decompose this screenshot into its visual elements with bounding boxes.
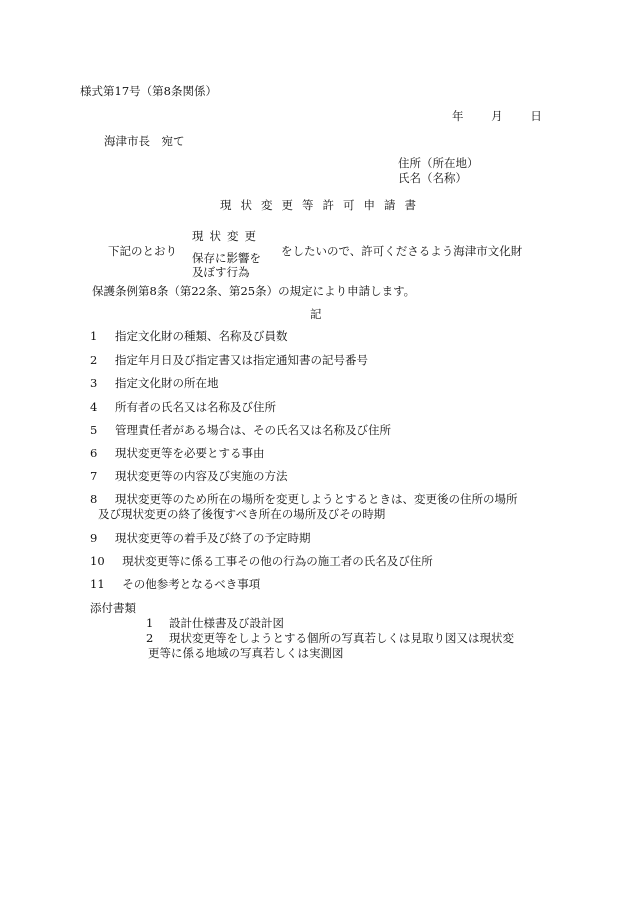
body-choice-affect-line2: 及ぼす行為 [192, 265, 250, 279]
attachments-heading: 添付書類 [90, 601, 136, 615]
item-text: 現状変更等の着手及び終了の予定時期 [114, 531, 311, 545]
date-day: 日 [530, 109, 542, 123]
list-item [90, 491, 517, 507]
item-text: 指定文化財の種類、名称及び員数 [114, 329, 288, 343]
ki-mark: 記 [310, 307, 322, 321]
addressee: 海津市長 宛て [104, 134, 185, 148]
date-year: 年 [452, 109, 464, 123]
item-text-continuation: 及び現状変更の終了後復すべき所在の場所及びその時期 [98, 507, 386, 521]
attachment-item [146, 630, 514, 646]
page-title: 現状変更等許可申請書 [220, 198, 425, 212]
item-number: 1 [90, 329, 98, 343]
item-number: 9 [90, 531, 98, 545]
item-number: 11 [90, 577, 105, 591]
item-text: 現状変更等に係る工事その他の行為の施工者の氏名及び住所 [122, 554, 433, 568]
item-number: 7 [90, 469, 98, 483]
attachment-text-continuation: 更等に係る地域の写真若しくは実測図 [148, 646, 344, 660]
attachment-text: 現状変更等をしようとする個所の写真若しくは見取り図又は現状変 [168, 631, 514, 645]
attachment-number: 1 [146, 616, 154, 630]
body-line2: 保護条例第8条（第22条、第25条）の規定により申請します。 [92, 284, 416, 298]
item-text: 管理責任者がある場合は、その氏名又は名称及び住所 [114, 423, 391, 437]
date-line [452, 108, 542, 124]
item-number: 8 [90, 492, 98, 506]
item-text: 指定文化財の所在地 [114, 376, 219, 390]
item-text: 現状変更等のため所在の場所を変更しようとするときは、変更後の住所の場所 [114, 492, 518, 506]
list-item [90, 352, 368, 368]
applicant-name-label: 氏名（名称） [398, 171, 467, 185]
item-text: 所有者の氏名又は名称及び住所 [114, 400, 276, 414]
list-item [90, 399, 276, 415]
item-number: 4 [90, 400, 98, 414]
item-text: その他参考となるべき事項 [122, 577, 261, 591]
list-item [90, 468, 287, 484]
body-choice-affect-line1: 保存に影響を [192, 251, 261, 265]
item-text: 現状変更等の内容及び実施の方法 [114, 469, 288, 483]
date-month: 月 [491, 109, 503, 123]
body-prefix: 下記のとおり [108, 244, 177, 258]
list-item [90, 445, 264, 461]
attachment-text: 設計仕様書及び設計図 [168, 616, 284, 630]
list-item [90, 530, 310, 546]
form-number: 様式第17号（第8条関係） [80, 84, 217, 98]
item-text: 指定年月日及び指定書又は指定通知書の記号番号 [114, 353, 368, 367]
item-text: 現状変更等を必要とする事由 [114, 446, 265, 460]
item-number: 2 [90, 353, 98, 367]
applicant-address-label: 住所（所在地） [398, 156, 479, 170]
body-suffix: をしたいので、許可くださるよう海津市文化財 [281, 244, 523, 258]
list-item [90, 375, 218, 391]
item-number: 6 [90, 446, 98, 460]
list-item [90, 553, 433, 569]
list-item [90, 328, 287, 344]
item-number: 3 [90, 376, 98, 390]
item-number: 5 [90, 423, 98, 437]
attachment-item [146, 615, 284, 631]
list-item [90, 576, 260, 592]
list-item [90, 422, 391, 438]
item-number: 10 [90, 554, 105, 568]
attachment-number: 2 [146, 631, 154, 645]
body-choice-alteration: 現状変更 [192, 229, 262, 243]
